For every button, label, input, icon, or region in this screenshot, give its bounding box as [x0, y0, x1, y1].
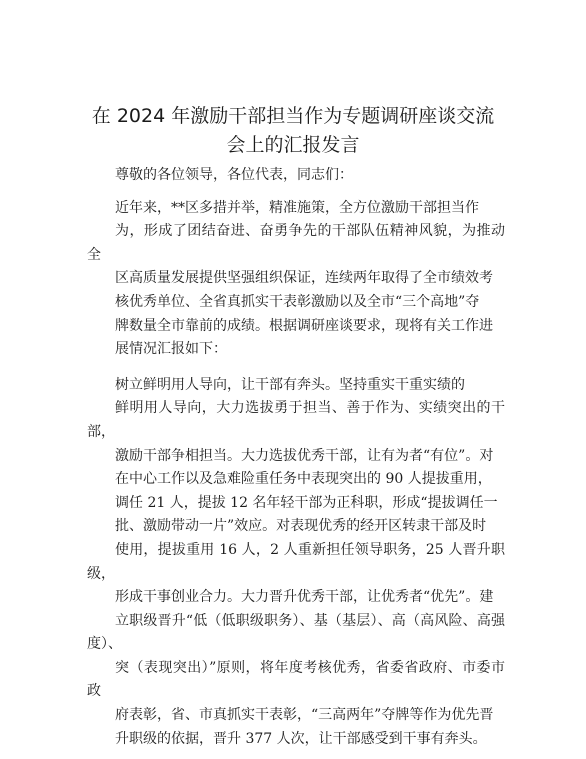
title-line-1: 在 2024 年激励干部担当作为专题调研座谈交流: [91, 105, 495, 127]
text-line: 展情况汇报如下：: [115, 341, 227, 358]
text-line: 形成干事创业合力。大力晋升优秀干部，让优秀者“优先”。建: [115, 589, 494, 606]
text-line: 在中心工作以及急难险重任务中表现突出的 90 人提拔重用，: [115, 471, 492, 488]
title-line-2: 会上的汇报发言: [226, 134, 360, 156]
text-line: 调任 21 人，提拔 12 名年轻干部为正科职，形成“提拔调任一: [115, 494, 498, 511]
text-line: 激励干部争相担当。大力选拔优秀干部，让有为者“有位”。对: [115, 447, 494, 464]
text-line: 立职级晋升“低（低职级职务）、基（基层）、高（高风险、高强度）、: [87, 612, 505, 653]
greeting: 尊敬的各位领导，各位代表，同志们：: [115, 167, 353, 183]
document-body: [87, 164, 505, 751]
paragraph-employment-orientation: [87, 374, 505, 752]
text-line: 核优秀单位、全省真抓实干表彰激励以及全市“三个高地”夺: [115, 293, 480, 310]
text-line: 批、激励带动一片”效应。对表现优秀的经开区转隶干部及时: [115, 518, 487, 535]
text-line: 树立鲜明用人导向，让干部有奔头。坚持重实干重实绩的: [115, 376, 465, 393]
text-line: 区高质量发展提供坚强组织保证，连续两年取得了全市绩效考: [115, 270, 493, 287]
text-line: 为，形成了团结奋进、奋勇争先的干部队伍精神风貌，为推动全: [87, 223, 505, 263]
text-line: 牌数量全市靠前的成绩。根据调研座谈要求，现将有关工作进: [115, 317, 493, 334]
text-line: 升职级的依据，晋升 377 人次，让干部感受到干事有奔头。: [115, 730, 487, 747]
document-title: [60, 102, 526, 160]
text-line: 府表彰，省、市真抓实干表彰，“三高两年”夺牌等作为优先晋: [115, 707, 494, 724]
text-line: 使用，提拔重用 16 人，2 人重新担任领导职务，25 人晋升职级，: [87, 541, 505, 582]
text-line: 近年来，**区多措并举，精准施策，全方位激励干部担当作: [115, 199, 479, 216]
text-line: 突（表现突出）”原则，将年度考核优秀，省委省政府、市委市政: [87, 659, 505, 700]
paragraph-intro: [87, 197, 505, 362]
text-line: 鲜明用人导向，大力选拔勇于担当、善于作为、实绩突出的干部，: [87, 400, 505, 440]
